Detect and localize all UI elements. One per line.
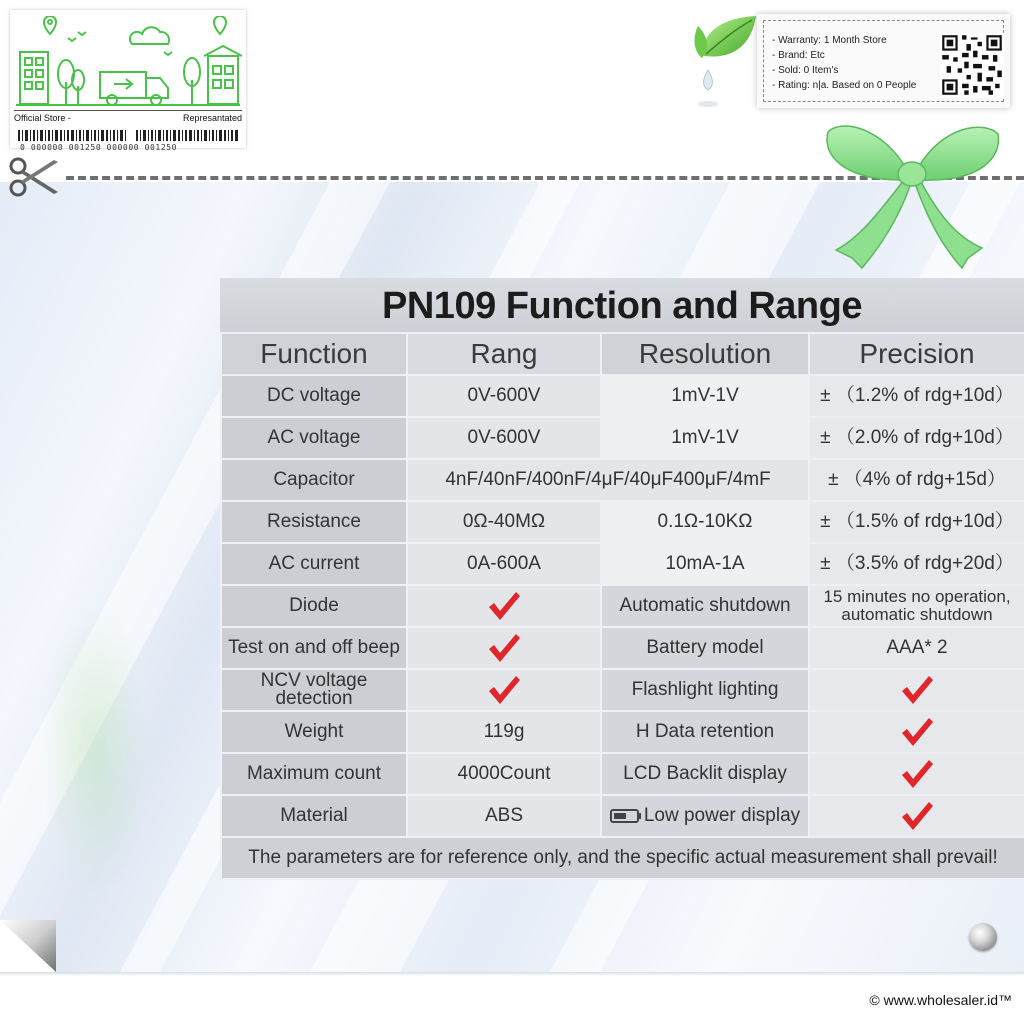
bow-icon (822, 118, 1002, 270)
green-glow (40, 602, 150, 902)
precision-cell: ± （1.5% of rdg+10d） (809, 501, 1024, 543)
feature-label-cell: Automatic shutdown (601, 585, 809, 627)
header-resolution: Resolution (601, 333, 809, 375)
table-title: PN109 Function and Range (220, 278, 1024, 332)
feature-value-cell (407, 627, 601, 669)
feature-value-cell (809, 711, 1024, 753)
table-row (221, 711, 1024, 753)
feature-label-cell: NCV voltage detection (221, 669, 407, 711)
page-curl-icon (0, 920, 56, 972)
header-precision: Precision (809, 333, 1024, 375)
check-icon (900, 716, 934, 748)
table-row (221, 375, 1024, 417)
feature-value-cell (407, 669, 601, 711)
round-button-icon[interactable] (969, 923, 997, 951)
resolution-cell: 0.1Ω-10KΩ (601, 501, 809, 543)
feature-label-cell: Test on and off beep (221, 627, 407, 669)
table-row (221, 795, 1024, 837)
function-cell: Capacitor (221, 459, 407, 501)
feature-value-cell (809, 669, 1024, 711)
info-list (772, 33, 916, 93)
resolution-cell: 1mV-1V (601, 417, 809, 459)
low-power-label: Low power display (643, 805, 801, 826)
barcode-number: 0 000000 001250 000000 001250 (20, 143, 178, 152)
precision-cell: ± （2.0% of rdg+10d） (809, 417, 1024, 459)
leaf-icon (690, 12, 762, 110)
check-icon (487, 632, 521, 664)
table-row (221, 627, 1024, 669)
copyright-text: © www.wholesaler.id™ (869, 992, 1012, 1008)
range-cell: 0A-600A (407, 543, 601, 585)
resolution-cell: 10mA-1A (601, 543, 809, 585)
feature-value-cell: 119g (407, 711, 601, 753)
precision-cell: ± （3.5% of rdg+20d） (809, 543, 1024, 585)
feature-label-cell: Maximum count (221, 753, 407, 795)
table-row (221, 753, 1024, 795)
feature-value-cell: AAA* 2 (809, 627, 1024, 669)
table-row (221, 585, 1024, 627)
qr-code-icon (940, 33, 1004, 97)
header-function: Function (221, 333, 407, 375)
check-icon (900, 758, 934, 790)
info-card-border (763, 20, 1004, 102)
feature-label-cell: Weight (221, 711, 407, 753)
precision-cell: ± （4% of rdg+15d） (809, 459, 1024, 501)
store-label-row (14, 110, 242, 126)
spec-table (220, 332, 1024, 880)
resolution-cell: 1mV-1V (601, 375, 809, 417)
range-cell: 0Ω-40MΩ (407, 501, 601, 543)
scissors-icon (8, 154, 62, 200)
barcode-icon (18, 130, 238, 141)
precision-cell: ± （1.2% of rdg+10d） (809, 375, 1024, 417)
table-row (221, 417, 1024, 459)
table-row (221, 501, 1024, 543)
sold-text: - Sold: 0 Item's (772, 65, 839, 76)
range-cell: 0V-600V (407, 375, 601, 417)
function-cell: AC voltage (221, 417, 407, 459)
store-illustration-icon (14, 16, 242, 110)
feature-value-cell (809, 795, 1024, 837)
spec-table-panel (220, 278, 1024, 898)
check-icon (900, 800, 934, 832)
range-cell: 0V-600V (407, 417, 601, 459)
warranty-text: - Warranty: 1 Month Store (772, 35, 887, 46)
feature-value-cell (407, 585, 601, 627)
function-cell: DC voltage (221, 375, 407, 417)
feature-value-cell (809, 753, 1024, 795)
range-cell: 4nF/40nF/400nF/4μF/40μF400μF/4mF (407, 459, 809, 501)
feature-value-cell: 15 minutes no operation, automatic shutdown (809, 585, 1024, 627)
feature-label-cell (601, 795, 809, 837)
table-note-row (221, 837, 1024, 879)
rating-text: - Rating: n|a. Based on 0 People (772, 80, 917, 91)
check-icon (487, 590, 521, 622)
official-store-label: Official Store - (14, 113, 71, 123)
function-cell: Resistance (221, 501, 407, 543)
feature-value-cell: 4000Count (407, 753, 601, 795)
represented-label: Represantated (182, 113, 242, 123)
header-range: Rang (407, 333, 601, 375)
footer-divider (0, 972, 1024, 976)
table-row (221, 459, 1024, 501)
function-cell: AC current (221, 543, 407, 585)
table-header-row (221, 333, 1024, 375)
brand-text: - Brand: Etc (772, 50, 825, 61)
feature-label-cell: LCD Backlit display (601, 753, 809, 795)
feature-label-cell: Material (221, 795, 407, 837)
feature-value-cell: ABS (407, 795, 601, 837)
feature-label-cell: H Data retention (601, 711, 809, 753)
feature-label-cell: Diode (221, 585, 407, 627)
feature-label-cell: Flashlight lighting (601, 669, 809, 711)
store-card (10, 10, 246, 152)
table-row (221, 669, 1024, 711)
table-row (221, 543, 1024, 585)
check-icon (900, 674, 934, 706)
product-info-card (757, 14, 1010, 108)
table-note: The parameters are for reference only, and the specific actual measurement shall prevail! (221, 837, 1024, 879)
battery-icon (610, 808, 642, 824)
check-icon (487, 674, 521, 706)
feature-label-cell: Battery model (601, 627, 809, 669)
